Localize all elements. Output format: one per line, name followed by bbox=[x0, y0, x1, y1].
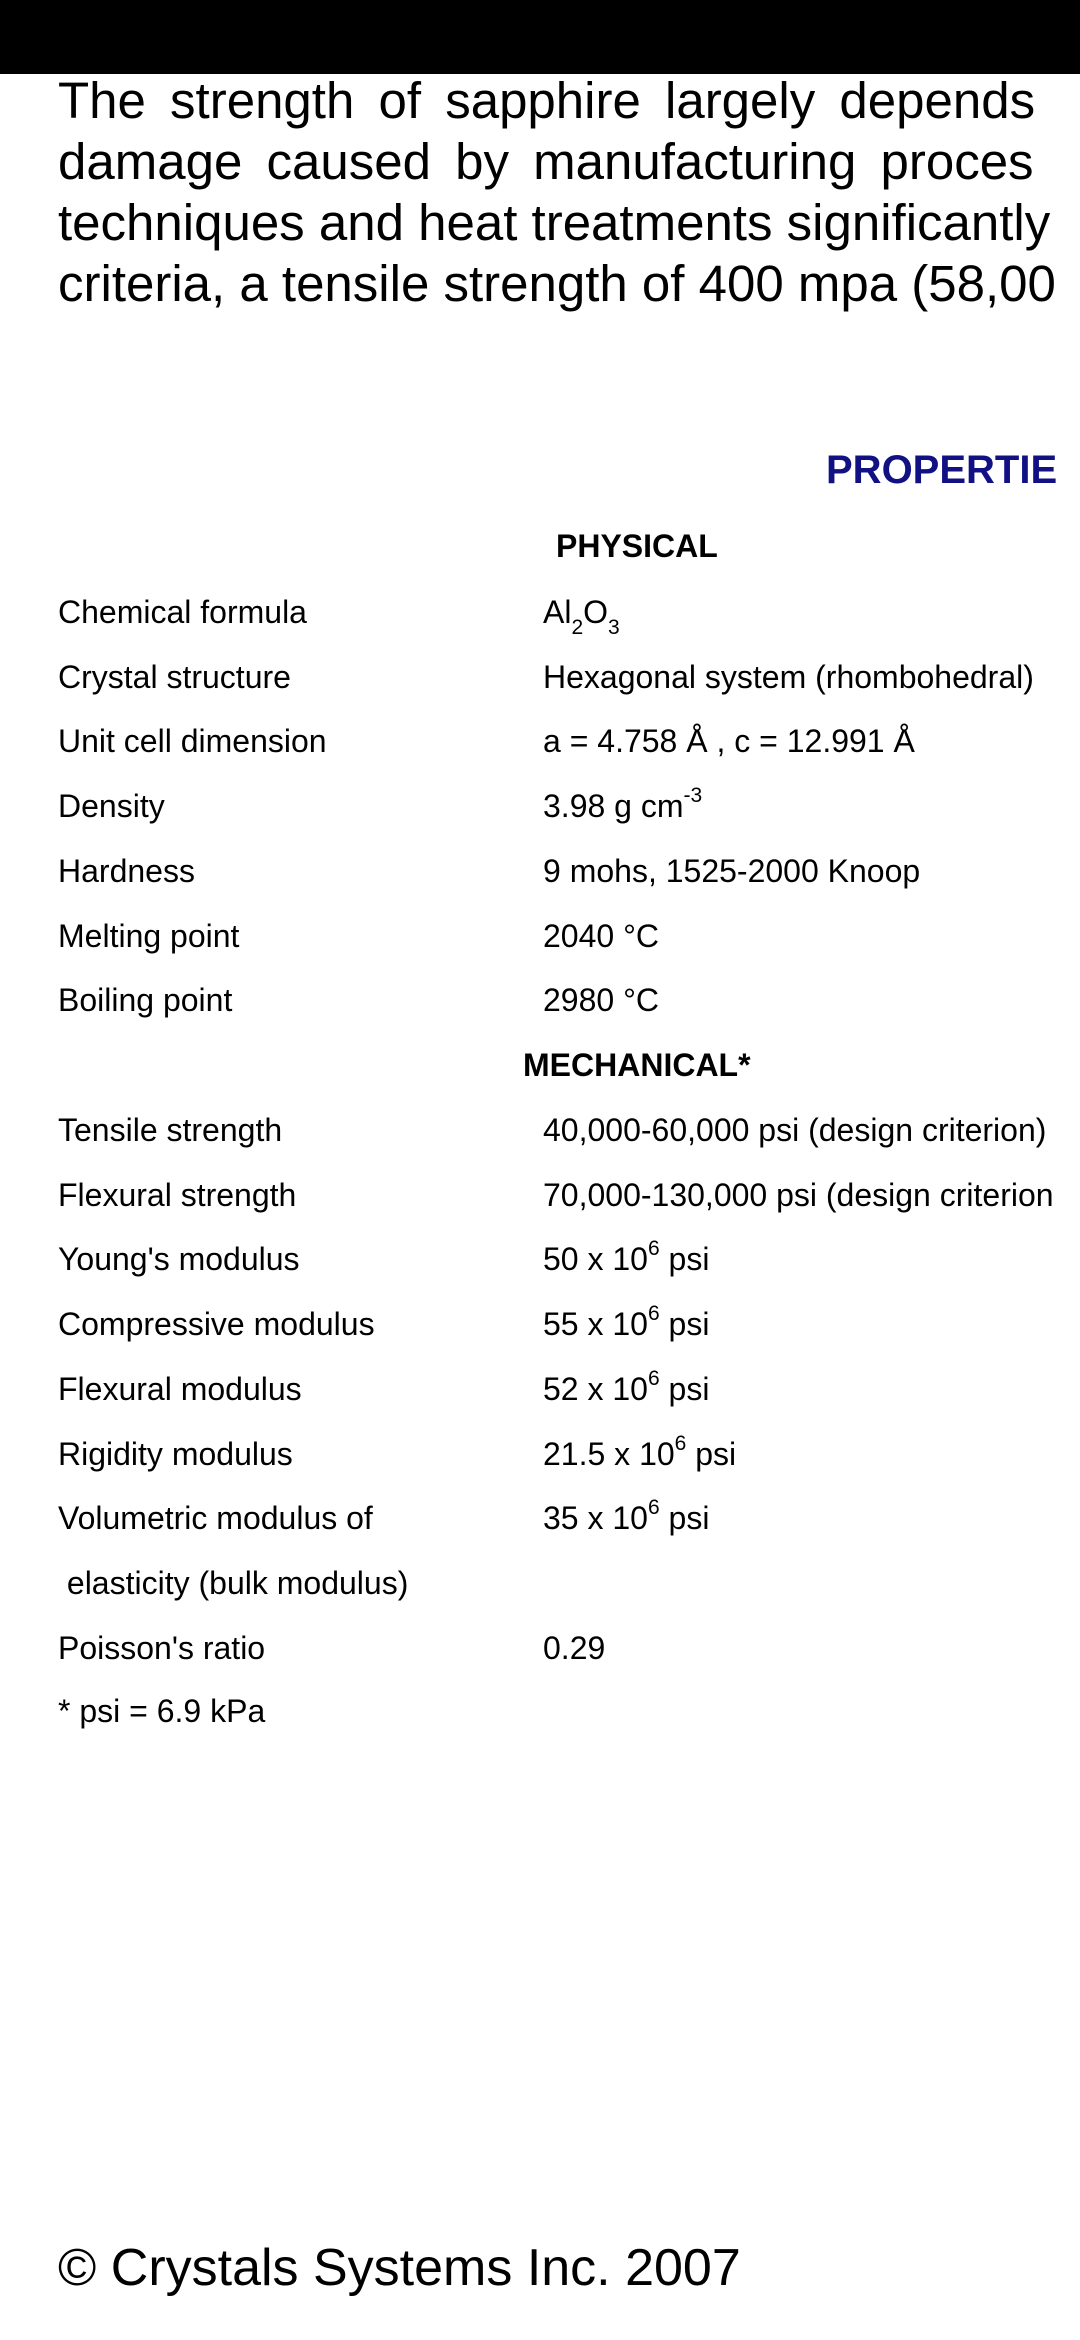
row-value bbox=[543, 1432, 737, 1473]
row-value: 0.29 bbox=[543, 1630, 606, 1666]
value-base: 35 x 10 bbox=[543, 1500, 648, 1536]
row-value: Hexagonal system (rhombohedral) bbox=[543, 659, 1034, 695]
footnote: * psi = 6.9 kPa bbox=[58, 1693, 266, 1729]
row-label: Hardness bbox=[58, 853, 195, 889]
value-base: 55 x 10 bbox=[543, 1306, 648, 1342]
formula-subscript: 2 bbox=[571, 616, 584, 640]
top-bar bbox=[0, 0, 1080, 74]
row-label: Unit cell dimension bbox=[58, 723, 327, 759]
row-value bbox=[543, 1496, 710, 1537]
value-unit: psi bbox=[686, 1436, 737, 1472]
row-label: Density bbox=[58, 788, 165, 824]
mechanical-section-title: MECHANICAL* bbox=[523, 1047, 751, 1083]
row-value bbox=[543, 1237, 710, 1278]
intro-line: criteria, a tensile strength of 400 mpa (58,00 bbox=[58, 255, 1056, 312]
value-exponent: 6 bbox=[647, 1367, 660, 1391]
value-base: 50 x 10 bbox=[543, 1241, 648, 1277]
value-unit: psi bbox=[659, 1500, 710, 1536]
properties-heading: PROPERTIE bbox=[826, 448, 1058, 492]
intro-line: damage caused by manufacturing proces bbox=[58, 133, 1034, 190]
row-label: Compressive modulus bbox=[58, 1306, 375, 1342]
value-base: 52 x 10 bbox=[543, 1371, 648, 1407]
value-exponent: 6 bbox=[647, 1302, 660, 1326]
formula-part: O bbox=[583, 594, 609, 630]
row-value: 9 mohs, 1525-2000 Knoop bbox=[543, 853, 921, 889]
row-label: Crystal structure bbox=[58, 659, 291, 695]
physical-section-title: PHYSICAL bbox=[556, 528, 718, 564]
intro-line: techniques and heat treatments significantly bbox=[58, 194, 1051, 251]
row-label: Boiling point bbox=[58, 982, 233, 1018]
row-label: Tensile strength bbox=[58, 1112, 283, 1148]
row-value: a = 4.758 Å , c = 12.991 Å bbox=[543, 723, 915, 759]
row-label: Melting point bbox=[58, 918, 240, 954]
value-unit: psi bbox=[659, 1306, 710, 1342]
copyright-notice: © Crystals Systems Inc. 2007 bbox=[58, 2239, 741, 2297]
value-exponent: 6 bbox=[647, 1237, 660, 1261]
chemical-formula-value bbox=[543, 594, 620, 640]
row-value: 40,000-60,000 psi (design criterion) bbox=[543, 1112, 1047, 1148]
row-label-continuation: elasticity (bulk modulus) bbox=[58, 1565, 409, 1601]
row-label: Chemical formula bbox=[58, 594, 307, 630]
row-label: Volumetric modulus of bbox=[58, 1500, 373, 1536]
row-label: Flexural modulus bbox=[58, 1371, 302, 1407]
density-text: 3.98 g cm bbox=[543, 788, 684, 824]
intro-line: The strength of sapphire largely depends bbox=[58, 72, 1036, 129]
value-unit: psi bbox=[659, 1371, 710, 1407]
value-base: 21.5 x 10 bbox=[543, 1436, 675, 1472]
row-label: Flexural strength bbox=[58, 1177, 297, 1213]
formula-subscript: 3 bbox=[608, 616, 620, 640]
row-label: Young's modulus bbox=[58, 1241, 300, 1277]
row-value bbox=[543, 1367, 710, 1408]
value-exponent: 6 bbox=[647, 1496, 660, 1520]
row-label: Rigidity modulus bbox=[58, 1436, 293, 1472]
row-value: 2980 °C bbox=[543, 982, 659, 1018]
row-value bbox=[543, 1302, 710, 1343]
density-exponent: -3 bbox=[683, 784, 703, 808]
density-value bbox=[543, 784, 703, 825]
value-unit: psi bbox=[659, 1241, 710, 1277]
row-label: Poisson's ratio bbox=[58, 1630, 266, 1666]
formula-part: Al bbox=[543, 594, 572, 630]
intro-paragraph bbox=[58, 70, 1080, 314]
value-exponent: 6 bbox=[674, 1432, 687, 1456]
row-value: 2040 °C bbox=[543, 918, 659, 954]
row-value: 70,000-130,000 psi (design criterion bbox=[543, 1177, 1054, 1213]
